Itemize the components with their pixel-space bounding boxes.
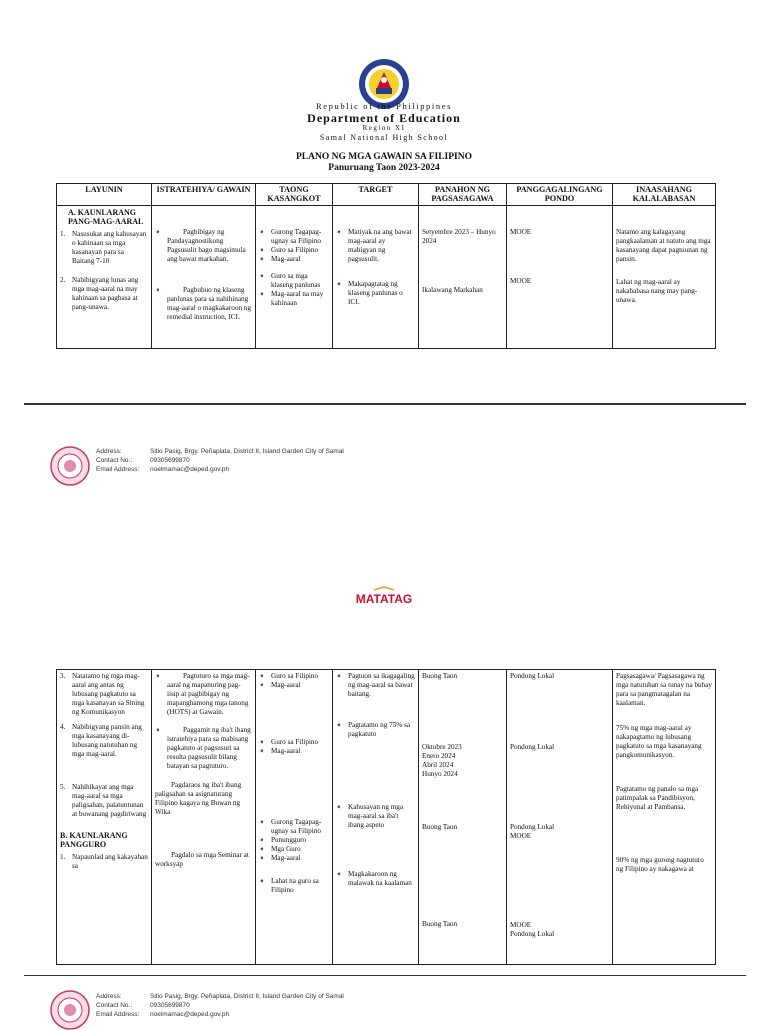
inaasahan-text: Natamo ang kalagayang pangkaalaman at natuto ang mga kasanayang dapat pagtuunan ng pansin. <box>616 228 711 263</box>
col-header-panahon: PANAHON NG PAGSASAGAWA <box>419 184 507 206</box>
taong-text: Guro sa mga klaseng panlunas <box>271 272 321 289</box>
contact-label: Contact No.: <box>96 457 133 464</box>
email-value: noelmamac@deped.gov.ph <box>150 466 230 473</box>
gawain-text: Pagdaraos ng iba't ibang paligsahan sa asignaturang Filipino kagaya ng Buwan ng Wika <box>155 781 242 816</box>
matatag-logo-text: MATATAG <box>355 592 413 606</box>
taong-text: Gurong Tagapag-ugnay sa Filipino <box>271 228 322 245</box>
bullet-arrow-icon: ➧ <box>336 803 342 811</box>
email-value: noelmamac@deped.gov.ph <box>150 1011 230 1018</box>
list-item <box>259 681 329 690</box>
list-item <box>155 672 252 717</box>
col-header-layunin: LAYUNIN <box>57 184 152 206</box>
address-value: Sitio Pasig, Brgy. Peñaplata, District II, Island Garden City of Samal <box>150 993 344 1000</box>
school-seal-logo <box>50 446 90 486</box>
taong-text: Guro sa Filipino <box>271 246 319 254</box>
list-item <box>60 230 148 266</box>
list-item <box>336 280 415 307</box>
list-item <box>60 783 148 819</box>
address-label: Address: <box>96 448 122 455</box>
pondo-cell <box>507 670 613 965</box>
list-item <box>155 726 252 771</box>
bullet-arrow-icon: ➧ <box>155 726 161 734</box>
target-text: Makapagtatag ng klaseng panlunas o ICL <box>348 280 403 306</box>
list-item <box>259 747 329 756</box>
taong-text: Mag-aaral <box>271 854 301 862</box>
taong-text: Guro sa Filipino <box>271 738 319 746</box>
panahon-text: Buong Taon <box>422 920 458 928</box>
col-header-taong: TAONG KASANGKOT <box>256 184 333 206</box>
school-year: Panuruang Taon 2023-2024 <box>328 163 440 173</box>
layunin-cell <box>57 670 152 965</box>
bullet-arrow-icon: ➧ <box>155 286 161 294</box>
taong-text: Mag-aaral na may kahinaan <box>271 290 324 307</box>
email-label: Email Address: <box>96 466 140 473</box>
school-seal-logo <box>50 990 90 1030</box>
item-number: 4. <box>60 723 66 731</box>
panahon-cell <box>419 670 507 965</box>
layunin-cell <box>57 206 152 349</box>
gawain-text: Pagdalo sa mga Seminar at worksyap <box>155 851 249 868</box>
bullet-arrow-icon: ➧ <box>259 877 265 885</box>
layunin-text: Nahihikayat ang mga mag-aaral sa mga paligsahan, palatuntunan at buwanang pagdiriwang <box>72 783 147 818</box>
inaasahan-text: 90% ng mga gurong nagtuturo ng Filipino ay nakagawa at <box>616 856 704 873</box>
bullet-arrow-icon: ➧ <box>336 721 342 729</box>
taong-text: Mga Guro <box>271 845 301 853</box>
email-label: Email Address: <box>96 1011 140 1018</box>
list-item <box>336 870 415 888</box>
taong-text: Gurong Tagapag-ugnay sa Filipino <box>271 818 322 835</box>
panahon-cell <box>419 206 507 349</box>
republic-line: Republic of the Philippines <box>316 101 452 111</box>
list-item <box>259 672 329 681</box>
table-header-row <box>57 184 716 206</box>
list-item <box>60 276 148 312</box>
footer-divider <box>24 403 746 405</box>
contact-value: 09305699870 <box>150 457 190 464</box>
bullet-arrow-icon: ➧ <box>336 870 342 878</box>
taong-text: Guro sa Filipino <box>271 672 319 680</box>
list-item <box>60 853 148 871</box>
pondo-cell <box>507 206 613 349</box>
contact-label: Contact No.: <box>96 1002 133 1009</box>
section-heading-a: A. KAUNLARANG PANG-MAG-AARAL <box>68 208 144 226</box>
contact-value: 09305699870 <box>150 1002 190 1009</box>
taong-cell <box>256 206 333 349</box>
target-text: Magkakaroon ng malawak na kaalaman <box>348 870 412 887</box>
taong-text: Mag-aaral <box>271 747 301 755</box>
bullet-arrow-icon: ➧ <box>259 290 265 298</box>
list-item <box>155 286 252 322</box>
bullet-arrow-icon: ➧ <box>259 738 265 746</box>
bullet-arrow-icon: ➧ <box>259 228 265 236</box>
bullet-arrow-icon: ➧ <box>259 845 265 853</box>
list-item <box>259 246 329 255</box>
item-number: 1. <box>60 853 66 861</box>
item-number: 5. <box>60 783 66 791</box>
bullet-arrow-icon: ➧ <box>259 246 265 254</box>
bullet-arrow-icon: ➧ <box>259 836 265 844</box>
list-item <box>336 721 415 739</box>
footer-contact-block <box>96 992 344 1019</box>
panahon-text: Oktubre 2023 Enero 2024 Abril 2024 Hunyo 2024 <box>422 743 462 778</box>
panahon-text: Buong Taon <box>422 672 458 680</box>
list-item <box>336 672 415 699</box>
layunin-text: Nasusukat ang kahusayan o kahinaan sa mga kasanayan para sa Baitang 7-10 <box>72 230 147 265</box>
inaasahan-cell <box>613 206 716 349</box>
list-item <box>259 836 329 845</box>
list-item <box>259 818 329 836</box>
address-label: Address: <box>96 993 122 1000</box>
inaasahan-text: 75% ng mga mag-aaral ay nakapagtamo ng lubusang pagkatuto sa mga kasanayang pangkomunikasyon. <box>616 724 702 759</box>
gawain-cell <box>152 206 256 349</box>
bullet-arrow-icon: ➧ <box>259 681 265 689</box>
target-text: Kahusayan ng mga mag-aaral sa iba't ibang aspeto <box>348 803 404 829</box>
item-number: 3. <box>60 672 66 680</box>
region-line: Region XI <box>362 124 406 132</box>
layunin-text: Napaunlad ang kakayahan sa <box>72 853 148 870</box>
section-heading-b: B. KAUNLARANG PANGGURO <box>60 831 128 849</box>
department-name: Department of Education <box>307 111 461 125</box>
plan-table-page2 <box>56 669 716 965</box>
bullet-arrow-icon: ➧ <box>259 818 265 826</box>
list-item <box>336 803 415 830</box>
address-value: Sitio Pasig, Brgy. Peñaplata, District II, Island Garden City of Samal <box>150 448 344 455</box>
bullet-arrow-icon: ➧ <box>259 747 265 755</box>
taong-cell <box>256 670 333 965</box>
item-number: 2. <box>60 276 66 284</box>
list-item <box>336 228 415 264</box>
list-item <box>60 723 148 759</box>
target-text: Matiyak na ang bawat mag-aaral ay mabigyan ng pagsusulit. <box>348 228 412 263</box>
list-item <box>259 877 329 895</box>
list-item <box>259 255 329 264</box>
inaasahan-text: Pagsasagawa/ Pagsasagawa ng mga natutuhan sa tunay na buhay para sa pangmatagalan na kaalaman. <box>616 672 713 707</box>
layunin-text: Nabibigyang lunas ang mga mag-aaral na may kahinaan sa pagbasa at pang-unawa. <box>72 276 139 311</box>
plan-table-page1 <box>56 183 716 349</box>
bullet-arrow-icon: ➧ <box>259 854 265 862</box>
list-item <box>259 738 329 747</box>
bullet-arrow-icon: ➧ <box>259 272 265 280</box>
col-header-target: TARGET <box>333 184 419 206</box>
panahon-text: Setyembre 2023 – Hunyo 2024 <box>422 228 496 245</box>
plan-title: PLANO NG MGA GAWAIN SA FILIPINO <box>295 152 473 162</box>
col-header-gawain: ISTRATEHIYA/ GAWAIN <box>152 184 256 206</box>
taong-text: Mag-aaral <box>271 681 301 689</box>
target-text: Pagtatamo ng 75% sa pagkatuto <box>348 721 411 738</box>
layunin-text: Natatamo ng mga mag-aaral ang antas ng lubusang pagkatuto sa mga kasanayan sa Sining ng Komunikasyon <box>72 672 145 716</box>
taong-text: Punungguro <box>271 836 307 844</box>
inaasahan-text: Pagtatamo ng panalo sa mga patimpalak sa Pandibisyon, Rehiyunal at Pambansa. <box>616 785 699 811</box>
pondo-text: Pondong Lokal MOOE <box>510 823 555 840</box>
taong-text: Lahat na guro sa Filipino <box>271 877 319 894</box>
list-item <box>259 845 329 854</box>
bullet-arrow-icon: ➧ <box>155 228 161 236</box>
gawain-text: Pagbibigay ng Pandayagnostikong Pagsusulit bago magsimula ang bawat markahan. <box>167 228 246 263</box>
list-item <box>259 228 329 246</box>
bullet-arrow-icon: ➧ <box>259 255 265 263</box>
target-cell <box>333 206 419 349</box>
panahon-text: Ikalawang Markahan <box>422 286 483 294</box>
bullet-arrow-icon: ➧ <box>336 280 342 288</box>
col-header-inaasahan: INAASAHANG KALALABASAN <box>613 184 716 206</box>
item-number: 1. <box>60 230 66 238</box>
list-item <box>155 228 252 264</box>
pondo-text: Pondong Lokal <box>510 743 555 751</box>
bullet-arrow-icon: ➧ <box>336 672 342 680</box>
col-header-pondo: PANGGAGALINGANG PONDO <box>507 184 613 206</box>
gawain-text: Pagtuturo sa mga mag-aaral ng mapanuring pag-iisip at pagbibigay ng mapanghamong mga tanong (HOTS) at Gawain. <box>167 672 250 716</box>
bullet-arrow-icon: ➧ <box>336 228 342 236</box>
table-row <box>57 206 716 349</box>
pondo-text: MOOE <box>510 277 532 285</box>
list-item <box>259 272 329 290</box>
taong-text: Mag-aaral <box>271 255 301 263</box>
table-row <box>57 670 716 965</box>
footer-divider <box>24 975 746 976</box>
footer-contact-block <box>96 447 344 474</box>
pondo-text: Pondong Lokal <box>510 672 555 680</box>
gawain-text: Paggamit ng iba't ibang istratehiya para sa mabisang pagkatuto at pagsusuri sa resulta pagsusulit bilang batayan sa pagtuturo. <box>167 726 251 770</box>
gawain-text: Pagbubuo ng klaseng panlunas para sa nahihinang mag-aaral o magkakaroon ng remedial instruction, ICL <box>167 286 252 321</box>
gawain-cell <box>152 670 256 965</box>
panahon-text: Buong Taon <box>422 823 458 831</box>
list-item <box>259 854 329 863</box>
list-item <box>60 672 148 717</box>
target-cell <box>333 670 419 965</box>
matatag-logo <box>344 586 424 608</box>
list-item <box>259 290 329 308</box>
inaasahan-cell <box>613 670 716 965</box>
bullet-arrow-icon: ➧ <box>155 672 161 680</box>
target-text: Pagtuon sa ikagagaling ng mag-aaral sa bawat baitang. <box>348 672 415 698</box>
pondo-text: MOOE <box>510 228 532 236</box>
layunin-text: Nabibigyang pansin ang mga kasanayang di-lubusang natutuhan ng mga mag-aaral. <box>72 723 142 758</box>
school-name: Samal National High School <box>319 133 449 142</box>
pondo-text: MOOE Pondong Lokal <box>510 921 555 938</box>
inaasahan-text: Lahat ng mag-aaral ay nakababasa nang may pang-unawa. <box>616 278 698 304</box>
bullet-arrow-icon: ➧ <box>259 672 265 680</box>
